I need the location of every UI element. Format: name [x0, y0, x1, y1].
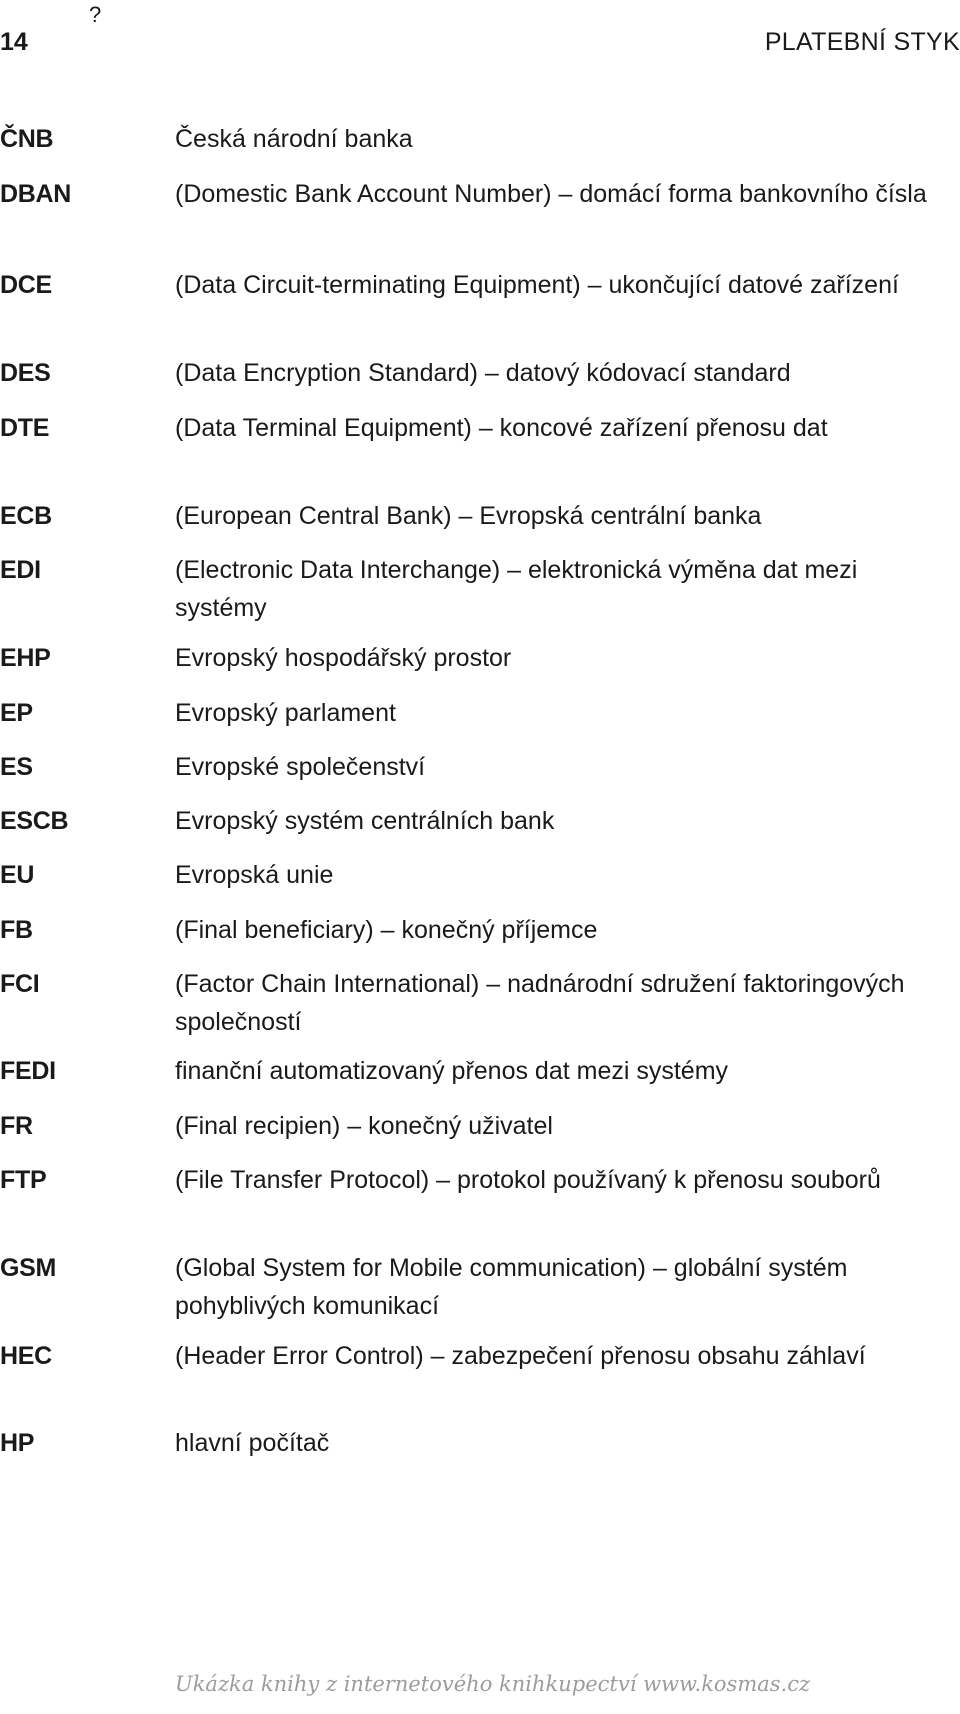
definition: Evropský hospodářský prostor	[175, 644, 512, 672]
abbreviation: DTE	[0, 414, 50, 442]
abbreviation: FCI	[0, 970, 40, 998]
abbreviation: ČNB	[0, 125, 54, 153]
definition: Česká národní banka	[175, 125, 413, 153]
definition: (File Transfer Protocol) – protokol používaný k přenosu souborů	[175, 1166, 881, 1194]
definition: (Data Terminal Equipment) – koncové zařízení přenosu dat	[175, 414, 828, 442]
abbreviation: HEC	[0, 1342, 52, 1370]
definition: (Domestic Bank Account Number) – domácí forma bankovního čísla	[175, 180, 927, 208]
definition: finanční automatizovaný přenos dat mezi systémy	[175, 1057, 729, 1085]
abbreviation: DCE	[0, 271, 52, 299]
abbreviation: EP	[0, 699, 33, 727]
definition: Evropský systém centrálních bank	[175, 807, 555, 835]
definition: (Data Encryption Standard) – datový kódovací standard	[175, 359, 791, 387]
definition: Evropská unie	[175, 861, 334, 889]
abbreviation: FEDI	[0, 1057, 56, 1085]
abbreviation: EU	[0, 861, 35, 889]
abbreviation: GSM	[0, 1254, 57, 1282]
section-title: PLATEBNÍ STYK	[764, 28, 960, 56]
definition: (Final beneficiary) – konečný příjemce	[175, 916, 598, 944]
definition: Evropský parlament	[175, 699, 396, 727]
abbreviation: ECB	[0, 502, 52, 530]
definition: Evropské společenství	[175, 753, 426, 781]
abbreviation: ES	[0, 753, 33, 781]
definition: (Electronic Data Interchange) – elektronická výměna dat mezi systémy	[175, 556, 858, 622]
abbreviation: FTP	[0, 1166, 47, 1194]
definition: hlavní počítač	[175, 1429, 330, 1457]
abbreviation: DES	[0, 359, 51, 387]
abbreviation: FB	[0, 916, 33, 944]
stray-question-mark: ?	[89, 2, 102, 27]
watermark-footer: Ukázka knihy z internetového knihkupectví www.kosmas.cz	[175, 1672, 811, 1696]
abbreviation: DBAN	[0, 180, 72, 208]
definition: (Header Error Control) – zabezpečení přenosu obsahu záhlaví	[175, 1342, 866, 1370]
definition: (European Central Bank) – Evropská centrální banka	[175, 502, 762, 530]
definition: (Global System for Mobile communication) – globální systém pohyblivých komunikací	[175, 1254, 848, 1320]
definition: (Final recipien) – konečný uživatel	[175, 1112, 553, 1140]
abbreviation: ESCB	[0, 807, 69, 835]
page-number: 14	[0, 28, 28, 56]
abbreviation: EDI	[0, 556, 41, 584]
abbreviation: EHP	[0, 644, 51, 672]
definition: (Factor Chain International) – nadnárodní sdružení faktoringových společností	[175, 970, 905, 1036]
definition: (Data Circuit-terminating Equipment) – ukončující datové zařízení	[175, 271, 899, 299]
abbreviation: HP	[0, 1429, 35, 1457]
abbreviation: FR	[0, 1112, 33, 1140]
